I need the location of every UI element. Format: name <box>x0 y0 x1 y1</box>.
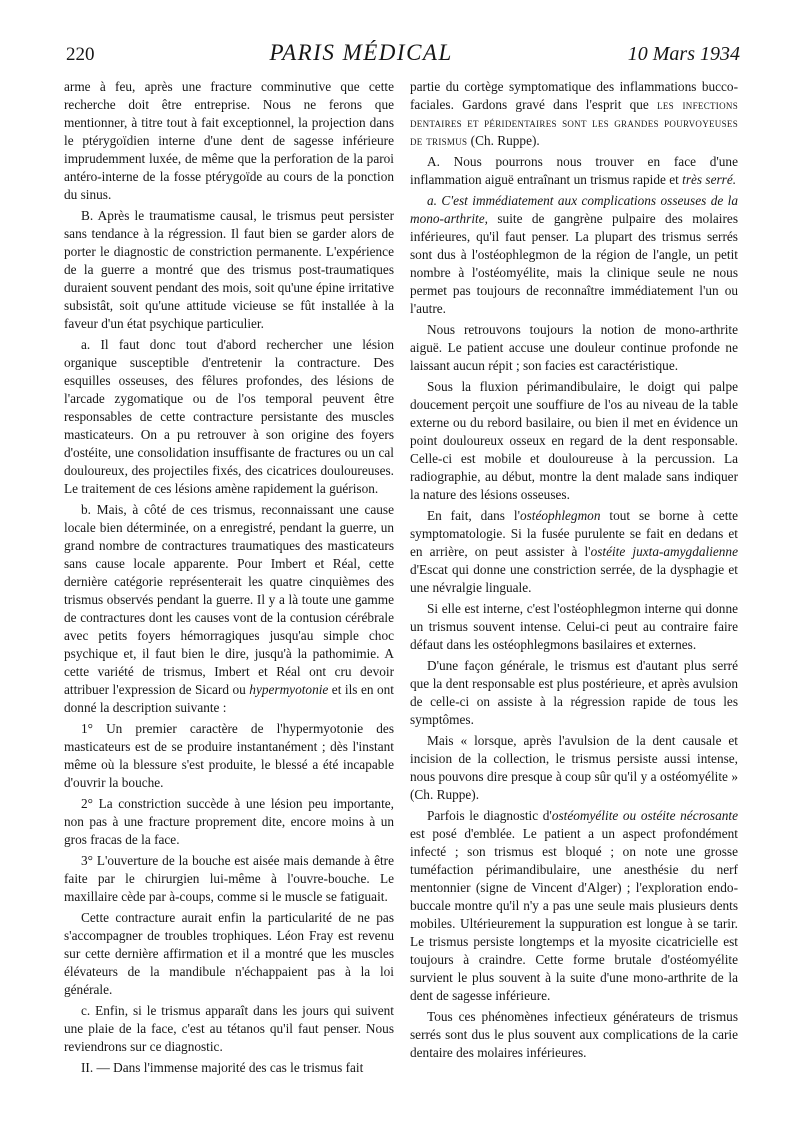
paragraph: 1° Un premier caractère de l'hypermyotonie des masticateurs est de se produire instantanément ; dès l'instant même où la blessure s'est produite, le blessé a été incapable d'ouvrir la bouche. <box>64 721 394 790</box>
paragraph: Tous ces phénomènes infectieux générateurs de trismus serrés sont dus le plus souvent aux complications de la carie dentaire des molaires inférieures. <box>410 1009 738 1060</box>
right-column <box>410 78 738 1065</box>
issue-date: 10 Mars 1934 <box>627 43 740 65</box>
paragraph <box>410 192 738 318</box>
text-run: (Ch. Ruppe). <box>467 133 540 148</box>
paragraph <box>64 501 394 717</box>
paragraph <box>410 78 738 150</box>
left-column <box>64 78 394 1080</box>
journal-title: PARIS MÉDICAL <box>269 40 453 65</box>
paragraph <box>410 807 738 1005</box>
italic-term: très serré. <box>682 172 737 187</box>
page-header <box>66 40 740 74</box>
paragraph: 3° L'ouverture de la bouche est aisée mais demande à être faite par le chirurgien lui-même à l'ouvre-bouche. Le maxillaire cède par à-coups, comme si le muscle se fatiguait. <box>64 853 394 904</box>
italic-term: a. C'est immédiatement aux complications osseuses de la mono-arthrite, <box>410 193 738 226</box>
text-run: d'Escat qui donne une constriction serrée, de la dysphagie et une névralgie linguale. <box>410 562 738 595</box>
italic-term: ostéomyélite ou ostéite nécrosante <box>551 808 738 823</box>
small-caps-text: les infections dentaires et péridentaires sont les grandes pourvoyeuses de trismus <box>410 97 739 148</box>
paragraph: a. Il faut donc tout d'abord rechercher une lésion organique susceptible d'entretenir la contracture. Des esquilles osseuses, des fêlures profondes, des lésions de l'arcade zygomatique ou de l'os temporal peuvent être responsables de cette contracture persistante des muscles masticateurs. On a pu retrouver à son origine des foyers d'ostéite, une consolidation insuffisante de fractures ou un cal douloureux, des projectiles fixés, des cicatrices douloureuses. Le traitement de ces lésions amène rapidement la guérison. <box>64 337 394 496</box>
text-run: b. Mais, à côté de ces trismus, reconnaissant une cause locale bien déterminée, on a enregistré, pendant la guerre, un grand nombre de contractures traumatiques des masticateurs sans cause locale apparente. Pour Imbert et Réal, cette dernière catégorie représenterait les quatre cinquièmes des trismus observés pendant la guerre. Il y a là toute une gamme de contractures dont les causes vont de la contusion cérébrale avec petits foyers hémorragiques jusqu'au simple choc psychique et, il faut bien le dire, jusqu'à la pathomimie. A cette variété de trismus, Imbert et Réal ont cru devoir attribuer l'expression de Sicard ou <box>64 502 394 697</box>
italic-term: ostéophlegmon <box>519 508 601 523</box>
text-run: tout se borne à cette symptomatologie. Si la fusée purulente se fait en dedans et en arrière, on peut assister à l' <box>410 508 738 559</box>
italic-term: hypermyotonie <box>249 682 329 697</box>
page-number: 220 <box>66 44 95 65</box>
text-run: est posé d'emblée. Le patient a un aspect profondément infecté ; son trismus est bloqué ; on note une grosse tuméfaction périmandibulaire, une anesthésie du nerf mentonnier (signe de Vincent d'Alger) ; l'exploration endo-buccale montre qu'il n'y a pas une seule mais plusieurs dents mobiles. Ultérieurement la suppuration est longue à se tarir. Le trismus persiste longtemps et la myosite cicatricielle est toujours à craindre. Cette forme brutale d'ostéomyélite survient le plus souvent à la suite d'une mono-arthrite de la dent de sagesse inférieure. <box>410 826 738 1003</box>
paragraph: 2° La constriction succède à une lésion peu importante, non pas à une fracture proprement dite, encore moins à un gros fracas de la face. <box>64 796 394 847</box>
paragraph: Cette contracture aurait enfin la particularité de ne pas s'accompagner de troubles trophiques. Léon Fray est revenu sur cette dernière affirmation et il a montré que les muscles élévateurs de la mandibule n'échappaient pas à la loi générale. <box>64 910 394 997</box>
paragraph: II. — Dans l'immense majorité des cas le trismus fait <box>81 1060 364 1075</box>
paragraph: Nous retrouvons toujours la notion de mono-arthrite aiguë. Le patient accuse une douleur continue profonde ne laissant aucun répit ; son facies est caractéristique. <box>410 322 738 373</box>
text-run: En fait, dans l' <box>427 508 520 523</box>
text-run: Parfois le diagnostic d' <box>427 808 552 823</box>
paragraph <box>410 507 738 597</box>
paragraph: arme à feu, après une fracture comminutive que cette recherche doit être entreprise. Nous ne ferons que mentionner, à titre tout à fait exceptionnel, la projection dans le ptérygoïdien interne d'une dent de sagesse inférieure imprudemment luxée, de même que la perforation de la paroi antéro-interne de la fosse ptérygoïde au cours de la ponction du sinus. <box>64 79 394 202</box>
paragraph: B. Après le traumatisme causal, le trismus peut persister sans tendance à la régression. Il faut bien se garder alors de porter le diagnostic de constriction permanente. L'expérience de la guerre a montré que des trismus post-traumatiques duraient souvent pendant des mois, soit qu'une épine irritative subsistât, soit qu'une attitude vicieuse se fût installée à la faveur d'un état psychique particulier. <box>64 208 394 331</box>
text-run: suite de gangrène pulpaire des molaires inférieures, qu'il faut penser. La plupart des trismus serrés sont dus à l'ostéophlegmon de la région de l'angle, un petit nombre à l'ostéomyélite, mais la clinique seule ne nous permet pas toujours de reconnaître immédiatement l'un ou l'autre. <box>410 211 738 316</box>
text-run: partie du cortège symptomatique des inflammations bucco-faciales. Gardons gravé dans l'esprit que <box>410 79 738 112</box>
text-run: et ils en ont donné la description suivante : <box>64 682 394 715</box>
paragraph: D'une façon générale, le trismus est d'autant plus serré que la dent responsable est plus postérieure, et après avulsion de celle-ci on assiste à la régression rapide de tous les symptômes. <box>410 658 738 727</box>
paragraph: Si elle est interne, c'est l'ostéophlegmon interne qui donne un trismus souvent intense. Celui-ci peut au contraire faire défaut dans les ostéophlegmons basilaires et externes. <box>410 601 738 652</box>
paragraph: c. Enfin, si le trismus apparaît dans les jours qui suivent une plaie de la face, c'est au tétanos qu'il faut penser. Nous reviendrons sur ce diagnostic. <box>64 1003 394 1054</box>
text-run: A. Nous pourrons nous trouver en face d'une inflammation aiguë entraînant un trismus rapide et <box>410 154 738 187</box>
paragraph <box>410 153 738 189</box>
paragraph: Mais « lorsque, après l'avulsion de la dent causale et incision de la collection, le trismus persiste aussi intense, nous pouvons dire presque à coup sûr qu'il y a ostéomyélite » (Ch. Ruppe). <box>410 733 738 802</box>
paragraph: Sous la fluxion périmandibulaire, le doigt qui palpe doucement perçoit une souffiure de l'os au niveau de la table externe ou du rebord basilaire, ou bien il met en évidence un point douloureux osseux en regard de la dent responsable. Celle-ci est mobile et douloureuse à la percussion. La radiographie, au début, montre la dent malade sans indiquer la nature des lésions osseuses. <box>410 379 738 502</box>
italic-term: ostéite juxta-amygdalienne <box>590 544 738 559</box>
